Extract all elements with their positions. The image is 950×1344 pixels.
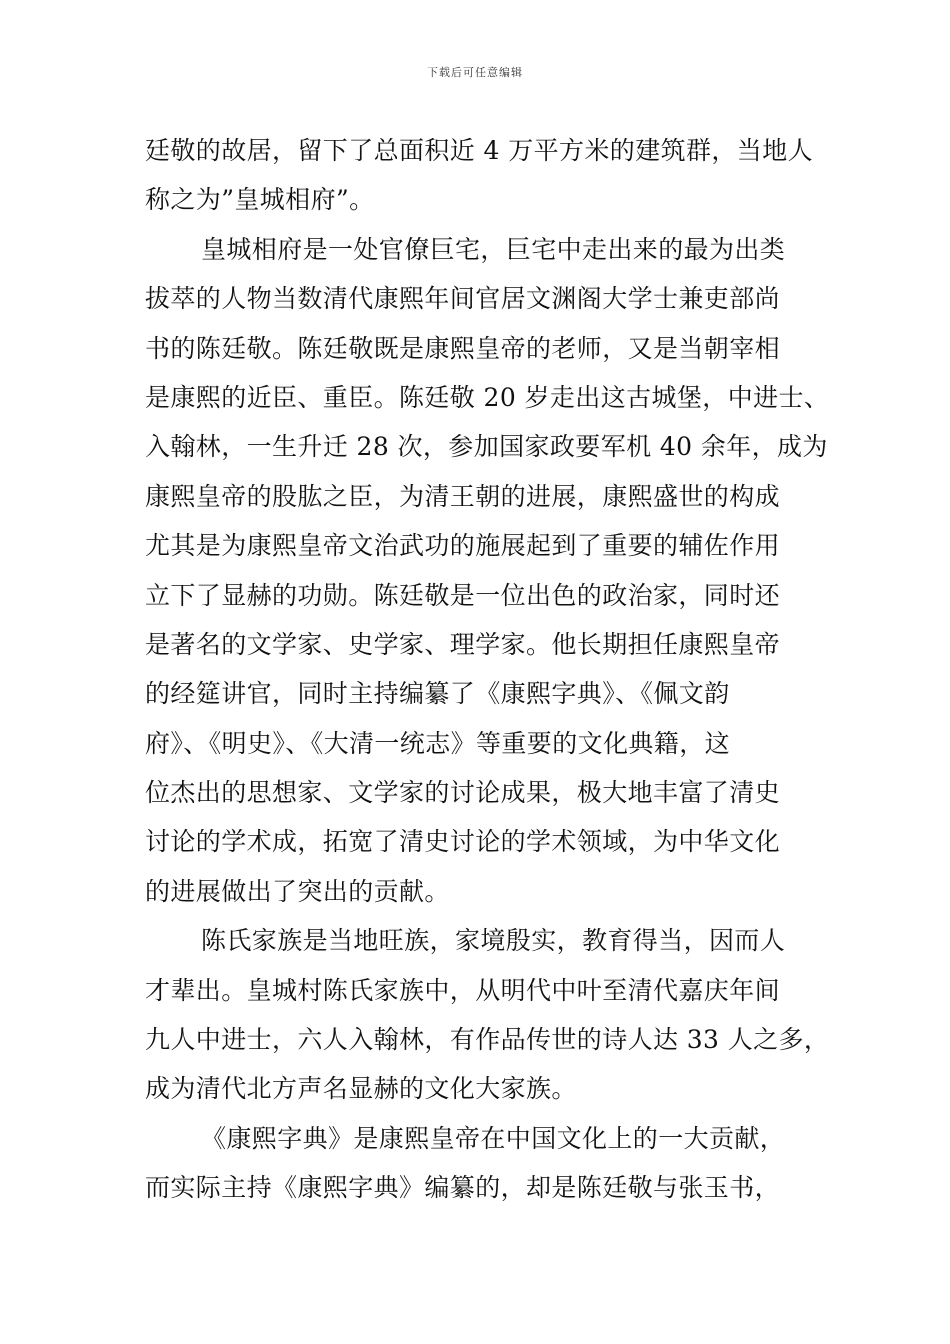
text-line: 《康熙字典》是康熙皇帝在中国文化上的一大贡献， (201, 1123, 786, 1153)
text-line: 才辈出。皇城村陈氏家族中，从明代中叶至清代嘉庆年间 (145, 975, 781, 1005)
text-line: 陈氏家族是当地旺族，家境殷实，教育得当，因而人 (201, 926, 786, 956)
text-line: 成为清代北方声名显赫的文化大家族。 (145, 1074, 577, 1104)
text-line: 的进展做出了突出的贡献。 (145, 876, 450, 906)
text-line: 而实际主持《康熙字典》编纂的，却是陈廷敬与张玉书， (145, 1173, 781, 1203)
paragraph-4 (145, 1114, 815, 1213)
text-line: 皇城相府是一处官僚巨宅，巨宅中走出来的最为出类 (201, 234, 786, 264)
text-line: 廷敬的故居，留下了总面积近 4 万平方米的建筑群，当地人 (145, 136, 814, 165)
text-line: 是著名的文学家、史学家、理学家。他长期担任康熙皇帝 (145, 629, 781, 659)
text-line: 府》、《明史》、《大清一统志》等重要的文化典籍，这 (145, 728, 731, 758)
text-line: 康熙皇帝的股肱之臣，为清王朝的进展，康熙盛世的构成 (145, 481, 781, 511)
text-line: 讨论的学术成，拓宽了清史讨论的学术领域，为中华文化 (145, 827, 781, 857)
text-line: 书的陈廷敬。陈廷敬既是康熙皇帝的老师，又是当朝宰相 (145, 333, 781, 363)
text-line: 的经筵讲官，同时主持编纂了《康熙字典》、《佩文韵 (145, 679, 730, 709)
text-line: 称之为”皇城相府”。 (145, 185, 375, 215)
paragraph-3 (145, 916, 830, 1114)
text-line: 位杰出的思想家、文学家的讨论成果，极大地丰富了清史 (145, 778, 781, 808)
paragraph-2 (145, 225, 830, 916)
text-line: 尤其是为康熙皇帝文治武功的施展起到了重要的辅佐作用 (145, 531, 781, 561)
text-line: 九人中进士，六人入翰林，有作品传世的诗人达 33 人之多， (145, 1025, 830, 1055)
page-header: 下载后可任意编辑 (427, 66, 523, 79)
paragraph-1 (145, 126, 815, 225)
text-line: 是康熙的近臣、重臣。陈廷敬 20 岁走出这古城堡，中进士、 (145, 382, 830, 412)
document-body (145, 126, 830, 1213)
text-line: 入翰林，一生升迁 28 次，参加国家政要军机 40 余年，成为 (145, 432, 828, 462)
text-line: 拔萃的人物当数清代康熙年间官居文渊阁大学士兼吏部尚 (145, 284, 781, 314)
text-line: 立下了显赫的功勋。陈廷敬是一位出色的政治家，同时还 (145, 580, 781, 610)
